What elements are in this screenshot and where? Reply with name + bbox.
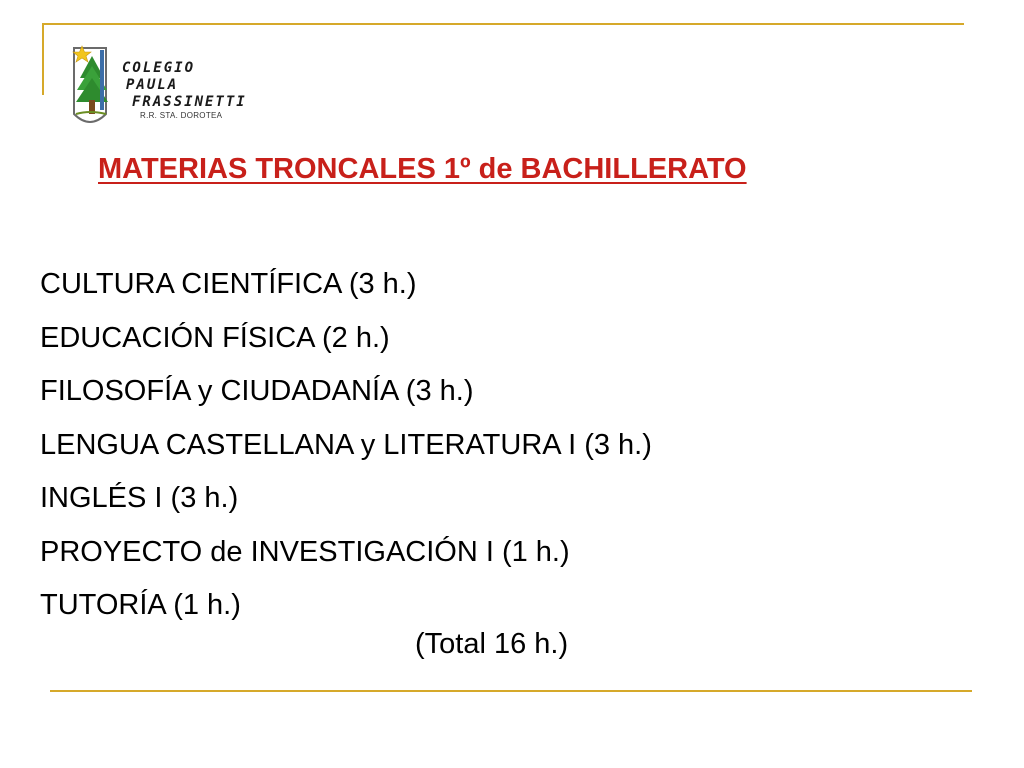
subject-item-tutoria: TUTORÍA (1 h.)	[40, 589, 241, 621]
subject-item-filosofia: FILOSOFÍA y CIUDADANÍA (3 h.)	[40, 375, 474, 407]
subject-item-cultura-cientifica: CULTURA CIENTÍFICA (3 h.)	[40, 268, 417, 300]
top-decorative-rule	[42, 23, 964, 25]
logo-subtitle: R.R. STA. DOROTEA	[140, 111, 223, 120]
subject-list	[40, 258, 652, 633]
logo-line-3: FRASSINETTI	[132, 94, 247, 110]
tree-emblem-icon	[70, 44, 122, 132]
logo-line-1: COLEGIO	[122, 60, 196, 76]
logo-line-2: PAULA	[126, 77, 179, 93]
subject-item-ingles: INGLÉS I (3 h.)	[40, 482, 239, 514]
total-hours: (Total 16 h.)	[415, 628, 569, 660]
subject-item-educacion-fisica: EDUCACIÓN FÍSICA (2 h.)	[40, 321, 390, 354]
left-decorative-rule	[42, 23, 44, 95]
bottom-decorative-rule	[50, 690, 972, 692]
subject-item-proyecto-investigacion: PROYECTO de INVESTIGACIÓN I (1 h.)	[40, 535, 570, 568]
subject-item-lengua-castellana: LENGUA CASTELLANA y LITERATURA I (3 h.)	[40, 428, 652, 461]
slide-title: MATERIAS TRONCALES 1º de BACHILLERATO	[98, 153, 747, 185]
logo-wordmark	[122, 60, 247, 111]
school-logo	[70, 44, 270, 132]
